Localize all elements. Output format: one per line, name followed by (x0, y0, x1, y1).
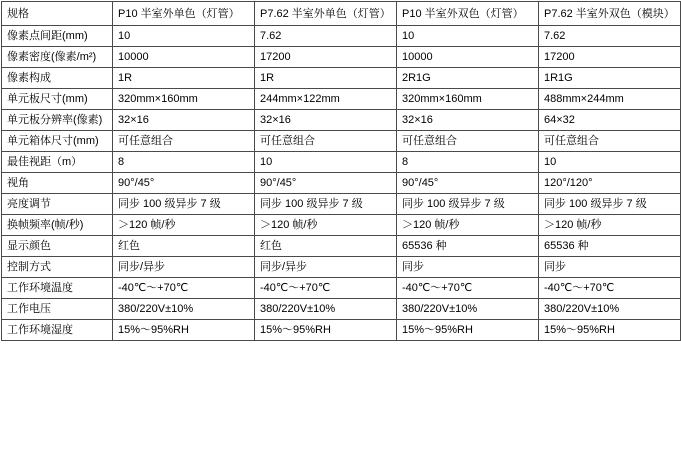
row-value: 2R1G (397, 68, 539, 89)
table-row (2, 236, 681, 257)
table-row (2, 89, 681, 110)
row-value: 10 (255, 152, 397, 173)
row-label: 像素密度(像素/m²) (2, 47, 113, 68)
row-value: 7.62 (539, 26, 681, 47)
row-value: 244mm×122mm (255, 89, 397, 110)
table-row (2, 26, 681, 47)
row-value: 10 (113, 26, 255, 47)
table-row (2, 68, 681, 89)
row-value: 同步 100 级异步 7 级 (397, 194, 539, 215)
table-header-col-2: P7.62 半室外单色（灯管） (255, 2, 397, 26)
row-label: 换帧频率(帧/秒) (2, 215, 113, 236)
row-label: 视角 (2, 173, 113, 194)
row-value: 320mm×160mm (113, 89, 255, 110)
row-value: 90°/45° (113, 173, 255, 194)
row-value: ＞120 帧/秒 (255, 215, 397, 236)
row-value: 10 (397, 26, 539, 47)
row-value: 32×16 (113, 110, 255, 131)
row-value: 同步 100 级异步 7 级 (113, 194, 255, 215)
row-label: 单元箱体尺寸(mm) (2, 131, 113, 152)
row-label: 工作环境湿度 (2, 320, 113, 341)
row-value: 8 (113, 152, 255, 173)
row-value: 红色 (255, 236, 397, 257)
row-value: ＞120 帧/秒 (539, 215, 681, 236)
row-value: -40℃～+70℃ (397, 278, 539, 299)
row-value: 1R (113, 68, 255, 89)
row-value: 同步 (539, 257, 681, 278)
row-value: 10000 (397, 47, 539, 68)
table-header-col-4: P7.62 半室外双色（模块） (539, 2, 681, 26)
table-header-spec: 规格 (2, 2, 113, 26)
row-value: 90°/45° (397, 173, 539, 194)
row-value: 可任意组合 (113, 131, 255, 152)
row-label: 最佳视距（m） (2, 152, 113, 173)
row-label: 工作环境温度 (2, 278, 113, 299)
row-value: 32×16 (397, 110, 539, 131)
row-value: 同步 100 级异步 7 级 (255, 194, 397, 215)
row-value: 10 (539, 152, 681, 173)
row-value: ＞120 帧/秒 (113, 215, 255, 236)
row-value: 17200 (255, 47, 397, 68)
row-value: 380/220V±10% (113, 299, 255, 320)
table-row (2, 47, 681, 68)
row-value: 380/220V±10% (255, 299, 397, 320)
row-value: 可任意组合 (397, 131, 539, 152)
row-value: 1R1G (539, 68, 681, 89)
row-value: 17200 (539, 47, 681, 68)
row-label: 单元板尺寸(mm) (2, 89, 113, 110)
row-label: 工作电压 (2, 299, 113, 320)
row-value: 7.62 (255, 26, 397, 47)
row-value: 65536 种 (397, 236, 539, 257)
row-value: 320mm×160mm (397, 89, 539, 110)
table-row (2, 257, 681, 278)
table-header-col-3: P10 半室外双色（灯管） (397, 2, 539, 26)
row-value: 65536 种 (539, 236, 681, 257)
row-value: 90°/45° (255, 173, 397, 194)
row-label: 亮度调节 (2, 194, 113, 215)
row-value: 488mm×244mm (539, 89, 681, 110)
table-header-col-1: P10 半室外单色（灯管） (113, 2, 255, 26)
led-specification-table (1, 1, 681, 341)
row-label: 显示颜色 (2, 236, 113, 257)
row-value: 380/220V±10% (397, 299, 539, 320)
row-value: -40℃～+70℃ (113, 278, 255, 299)
row-value: 同步 (397, 257, 539, 278)
row-value: 可任意组合 (255, 131, 397, 152)
row-value: 32×16 (255, 110, 397, 131)
table-row (2, 110, 681, 131)
row-value: -40℃～+70℃ (255, 278, 397, 299)
row-label: 像素构成 (2, 68, 113, 89)
row-value: 红色 (113, 236, 255, 257)
row-value: 同步/异步 (255, 257, 397, 278)
row-label: 像素点间距(mm) (2, 26, 113, 47)
row-value: 15%～95%RH (539, 320, 681, 341)
row-value: -40℃～+70℃ (539, 278, 681, 299)
row-value: 10000 (113, 47, 255, 68)
table-row (2, 131, 681, 152)
row-value: 可任意组合 (539, 131, 681, 152)
row-value: 380/220V±10% (539, 299, 681, 320)
row-label: 控制方式 (2, 257, 113, 278)
table-row (2, 299, 681, 320)
table-row (2, 194, 681, 215)
row-value: 15%～95%RH (397, 320, 539, 341)
row-value: 8 (397, 152, 539, 173)
table-row (2, 215, 681, 236)
row-value: 120°/120° (539, 173, 681, 194)
row-value: 15%～95%RH (113, 320, 255, 341)
row-value: 同步/异步 (113, 257, 255, 278)
table-header-row (2, 2, 681, 26)
table-row (2, 320, 681, 341)
table-row (2, 173, 681, 194)
table-row (2, 152, 681, 173)
row-value: 同步 100 级异步 7 级 (539, 194, 681, 215)
row-value: 1R (255, 68, 397, 89)
row-label: 单元板分辨率(像素) (2, 110, 113, 131)
row-value: 15%～95%RH (255, 320, 397, 341)
row-value: ＞120 帧/秒 (397, 215, 539, 236)
table-row (2, 278, 681, 299)
row-value: 64×32 (539, 110, 681, 131)
